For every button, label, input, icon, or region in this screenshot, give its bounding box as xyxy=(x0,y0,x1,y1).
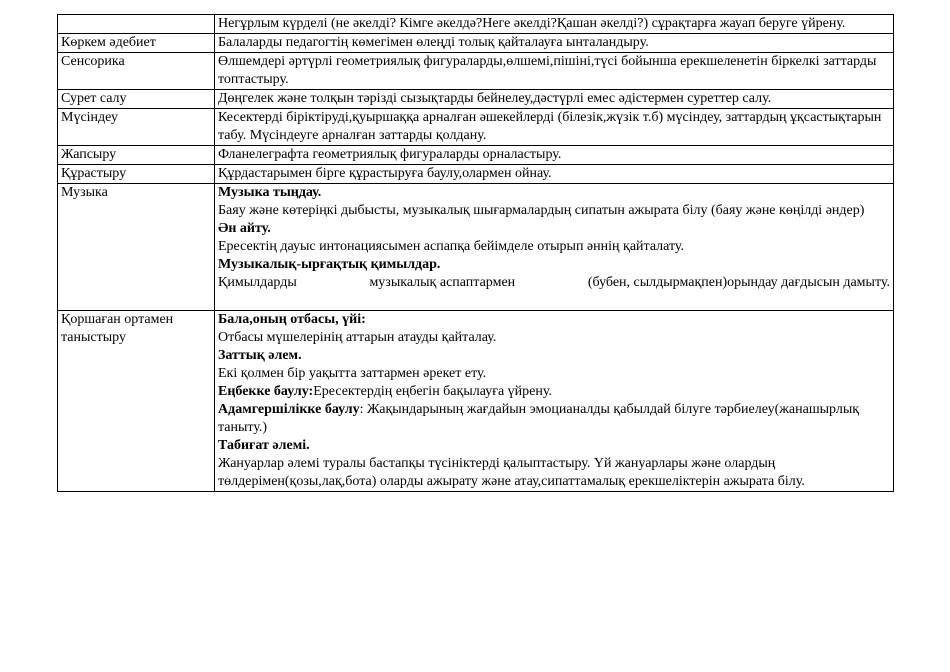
inline-heading: Адамгершілікке баулу xyxy=(218,402,360,417)
table-row xyxy=(58,34,894,53)
content-cell xyxy=(215,311,894,492)
blank-line xyxy=(218,292,890,310)
content-line: Кесектерді біріктіруді,қуыршаққа арналған әшекейлерді (білезік,жүзік т.б) мүсіндеу, заттардың ұқсастықтарын табу. Мүсіндеуге арналған заттарды қолдану. xyxy=(218,110,882,143)
subject-cell: Көркем әдебиет xyxy=(58,34,215,53)
content-fragment: музыкалық аспаптармен xyxy=(369,275,516,290)
content-line: Жануарлар әлемі туралы бастапқы түсініктерді қалыптастыру. Үй жануарлары және олардың төлдерімен(қозы,лақ,бота) оларды ажырату және атау,сипаттамалық ерекшеліктерін ажырата білу. xyxy=(218,456,805,489)
section-heading: Табиғат әлемі. xyxy=(218,438,310,453)
content-cell xyxy=(215,109,894,146)
section-heading: Заттық әлем. xyxy=(218,348,302,363)
table-row xyxy=(58,15,894,34)
content-line: Фланелеграфта геометриялық фигураларды орналастыру. xyxy=(218,147,562,162)
content-line: Өлшемдері әртүрлі геометриялық фигураларды,өлшемі,пішіні,түсі бойынша ерекшеленетін біркелкі заттарды топтастыру. xyxy=(218,54,877,87)
content-cell xyxy=(215,184,894,311)
table-row xyxy=(58,90,894,109)
content-line: Негұрлым күрделі (не әкелді? Кімге әкелдә?Неге әкелді?Қашан әкелді?) сұрақтарға жауап беруге үйрену. xyxy=(218,16,846,31)
table-row xyxy=(58,184,894,311)
content-line: Дөңгелек және толқын тәрізді сызықтарды бейнелеу,дәстүрлі емес әдістермен суреттер салу. xyxy=(218,91,772,106)
content-cell xyxy=(215,90,894,109)
inline-heading: Еңбекке баулу: xyxy=(218,384,314,399)
section-heading: Ән айту. xyxy=(218,221,271,236)
subject-cell: Сурет салу xyxy=(58,90,215,109)
subject-cell: Музыка xyxy=(58,184,215,311)
subject-cell: Қоршаған ортамен таныстыру xyxy=(58,311,215,492)
inline-text: Ересектердің еңбегін бақылауға үйрену. xyxy=(313,384,552,399)
content-cell xyxy=(215,146,894,165)
content-cell xyxy=(215,15,894,34)
subject-cell: Құрастыру xyxy=(58,165,215,184)
table-row xyxy=(58,53,894,90)
content-fragment: Қимылдарды xyxy=(218,275,297,290)
table-row xyxy=(58,146,894,165)
table-row xyxy=(58,165,894,184)
section-heading: Бала,оның отбасы, үйі: xyxy=(218,312,366,327)
table-row xyxy=(58,109,894,146)
content-line: Құрдастарымен бірге құрастыруға баулу,олармен ойнау. xyxy=(218,166,552,181)
content-line: Отбасы мүшелерінің аттарын атауды қайталау. xyxy=(218,330,497,345)
section-heading: Музыкалық-ырғақтық қимылдар. xyxy=(218,257,441,272)
subject-cell: Мүсіндеу xyxy=(58,109,215,146)
subject-cell: Жапсыру xyxy=(58,146,215,165)
curriculum-table xyxy=(57,14,894,492)
content-line xyxy=(218,274,890,292)
table-row xyxy=(58,311,894,492)
content-line: Ересектің дауыс интонациясымен аспапқа бейімделе отырып әннің қайталату. xyxy=(218,239,685,254)
content-line: Екі қолмен бір уақытта заттармен әрекет ету. xyxy=(218,366,487,381)
subject-cell xyxy=(58,15,215,34)
content-line: Баяу және көтеріңкі дыбысты, музыкалық шығармалардың сипатын ажырата білу (баяу және көңілді әндер) xyxy=(218,203,865,218)
content-line xyxy=(218,401,890,437)
content-cell xyxy=(215,165,894,184)
content-fragment: (бубен, сылдырмақпен)орындау дағдысын дамыту. xyxy=(587,275,890,290)
subject-cell: Сенсорика xyxy=(58,53,215,90)
content-line xyxy=(218,383,890,401)
inline-text: : Жақындарының жағдайын эмоцианалды қабылдай білуге тәрбиелеу(жанашырлық таныту.) xyxy=(218,402,860,435)
section-heading: Музыка тыңдау. xyxy=(218,185,322,200)
content-line: Балаларды педагогтің көмегімен өлеңді толық қайталауға ынталандыру. xyxy=(218,35,649,50)
content-cell xyxy=(215,53,894,90)
content-cell xyxy=(215,34,894,53)
